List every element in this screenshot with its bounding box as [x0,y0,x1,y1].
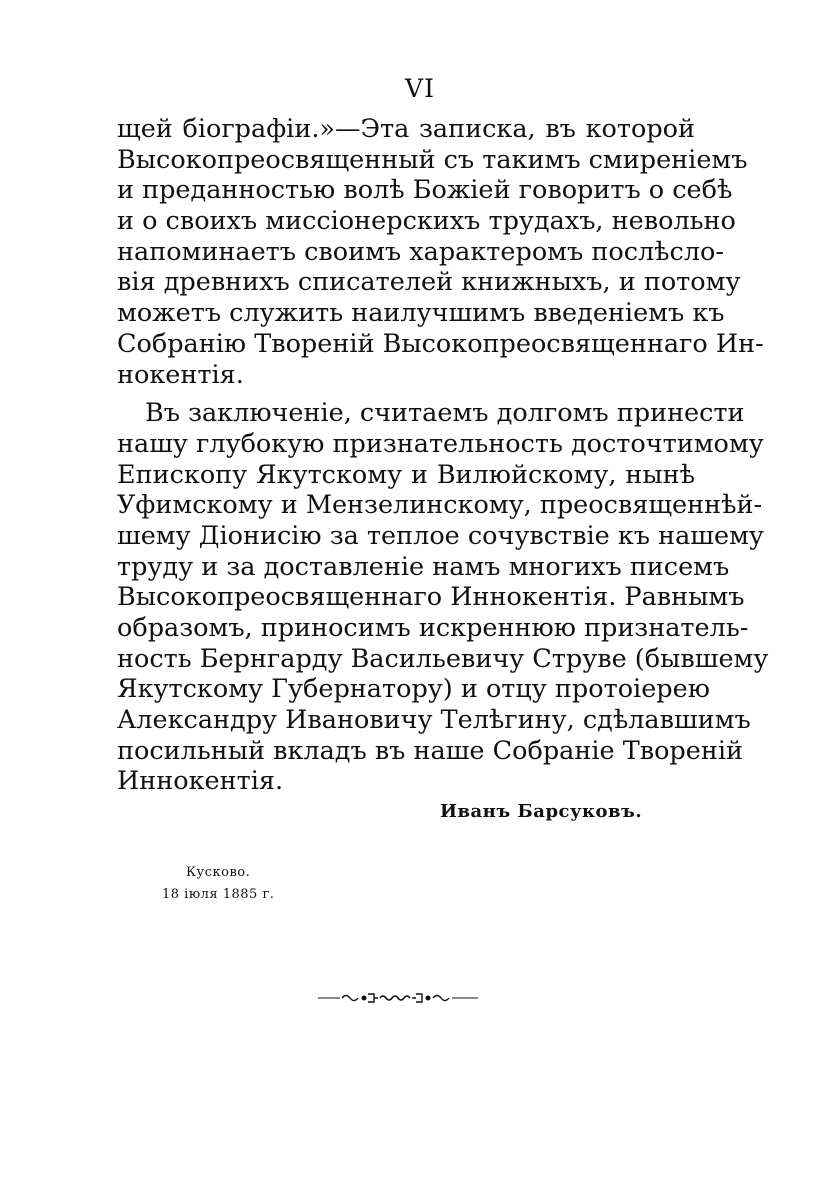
text-line: Якутскому Губернатору) и отцу протоіерею [117,674,710,705]
text-line: Въ заключеніе, считаемъ долгомъ принести [145,398,745,429]
place-of-writing: Кусково. [186,865,251,880]
decorative-divider-icon [318,990,478,1006]
paragraph-2 [117,398,769,797]
text-line: ность Бернгарду Васильевичу Струве (бывшему [117,643,769,674]
text-line: щей біографіи.»—Эта записка, въ которой [117,114,695,144]
text-line: посильный вкладъ въ наше Собраніе Твореній [117,735,743,766]
text-line: Иннокентія. [117,766,284,797]
text-line: нокентія. [117,359,244,390]
date-of-writing: 18 іюля 1885 г. [162,887,275,902]
body-text [117,114,769,797]
text-line: образомъ, приносимъ искреннюю признатель- [117,613,749,643]
page-number: VI [405,74,435,103]
author-signature: Иванъ Барсуковъ. [440,801,643,822]
text-line: Александру Ивановичу Телѣгину, сдѣлавшимъ [117,705,751,736]
text-line: напоминаетъ своимъ характеромъ послѣсло- [117,236,724,267]
text-line: шему Діонисію за теплое сочувствіе къ нашему [117,520,764,551]
paragraph-gap [117,390,695,398]
text-line: Епископу Якутскому и Вилюйскому, нынѣ [117,459,695,490]
text-line: нашу глубокую признательность досточтимому [117,428,764,459]
text-line: Высокопреосвященный съ такимъ смиреніемъ [117,144,748,175]
text-line: вія древнихъ списателей книжныхъ, и потому [117,267,741,298]
text-line: труду и за доставленіе намъ многихъ писемъ [117,551,730,582]
text-line: можетъ служить наилучшимъ введеніемъ къ [117,298,725,329]
paragraph-1 [117,114,764,390]
text-line: Собранію Твореній Высокопреосвященнаго Ин- [117,328,764,359]
text-line: Уфимскому и Мензелинскому, преосвященнѣй- [117,490,763,521]
text-line: и о своихъ миссіонерскихъ трудахъ, невольно [117,206,736,237]
text-line: и преданностью волѣ Божіей говоритъ о себѣ [117,175,733,206]
text-line: Высокопреосвященнаго Иннокентія. Равнымъ [117,582,745,613]
